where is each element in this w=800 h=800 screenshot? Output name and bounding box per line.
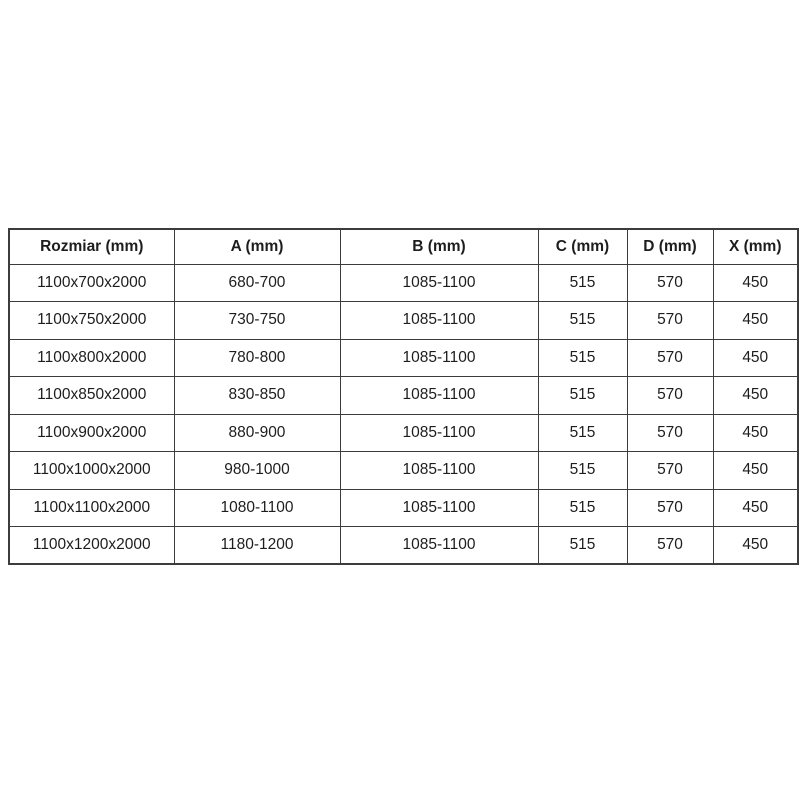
table-cell: 780-800 — [174, 339, 340, 377]
table-cell: 880-900 — [174, 414, 340, 452]
table-cell: 450 — [713, 414, 798, 452]
table-cell: 1085-1100 — [340, 452, 538, 490]
column-header-1: A (mm) — [174, 229, 340, 264]
table-cell: 1100x750x2000 — [9, 302, 174, 340]
table-cell: 570 — [627, 452, 713, 490]
table-cell: 1085-1100 — [340, 377, 538, 415]
column-header-4: D (mm) — [627, 229, 713, 264]
table-cell: 450 — [713, 377, 798, 415]
column-header-5: X (mm) — [713, 229, 798, 264]
table-row — [9, 302, 798, 340]
table-cell: 515 — [538, 264, 627, 302]
table-cell: 450 — [713, 452, 798, 490]
table-cell: 1100x800x2000 — [9, 339, 174, 377]
table-cell: 830-850 — [174, 377, 340, 415]
table-cell: 1100x1000x2000 — [9, 452, 174, 490]
table-cell: 1085-1100 — [340, 527, 538, 565]
table-cell: 1100x1100x2000 — [9, 489, 174, 527]
table-cell: 450 — [713, 302, 798, 340]
table-row — [9, 339, 798, 377]
table-cell: 1085-1100 — [340, 339, 538, 377]
table-cell: 515 — [538, 527, 627, 565]
table-cell: 450 — [713, 489, 798, 527]
table-cell: 1100x700x2000 — [9, 264, 174, 302]
table-row — [9, 414, 798, 452]
table-cell: 980-1000 — [174, 452, 340, 490]
table-cell: 1085-1100 — [340, 302, 538, 340]
table-cell: 1085-1100 — [340, 489, 538, 527]
table-cell: 515 — [538, 414, 627, 452]
table-body — [9, 264, 798, 564]
table-cell: 515 — [538, 302, 627, 340]
table-row — [9, 489, 798, 527]
table-cell: 515 — [538, 339, 627, 377]
table-cell: 570 — [627, 264, 713, 302]
table-cell: 1085-1100 — [340, 264, 538, 302]
table-row — [9, 527, 798, 565]
column-header-0: Rozmiar (mm) — [9, 229, 174, 264]
table-cell: 1100x900x2000 — [9, 414, 174, 452]
table-cell: 570 — [627, 302, 713, 340]
table-cell: 515 — [538, 489, 627, 527]
table-cell: 730-750 — [174, 302, 340, 340]
table-cell: 680-700 — [174, 264, 340, 302]
table-cell: 570 — [627, 489, 713, 527]
table-cell: 570 — [627, 414, 713, 452]
table-cell: 450 — [713, 264, 798, 302]
column-header-2: B (mm) — [340, 229, 538, 264]
table-row — [9, 452, 798, 490]
dimensions-table — [8, 228, 799, 565]
table-cell: 515 — [538, 452, 627, 490]
table-row — [9, 377, 798, 415]
table-cell: 570 — [627, 527, 713, 565]
table-cell: 450 — [713, 527, 798, 565]
table-cell: 1180-1200 — [174, 527, 340, 565]
table-cell: 1100x850x2000 — [9, 377, 174, 415]
table-cell: 1100x1200x2000 — [9, 527, 174, 565]
table-cell: 1080-1100 — [174, 489, 340, 527]
table-cell: 570 — [627, 339, 713, 377]
table-row — [9, 264, 798, 302]
table-cell: 515 — [538, 377, 627, 415]
table-cell: 1085-1100 — [340, 414, 538, 452]
table-cell: 450 — [713, 339, 798, 377]
column-header-3: C (mm) — [538, 229, 627, 264]
table-cell: 570 — [627, 377, 713, 415]
table-header-row — [9, 229, 798, 264]
